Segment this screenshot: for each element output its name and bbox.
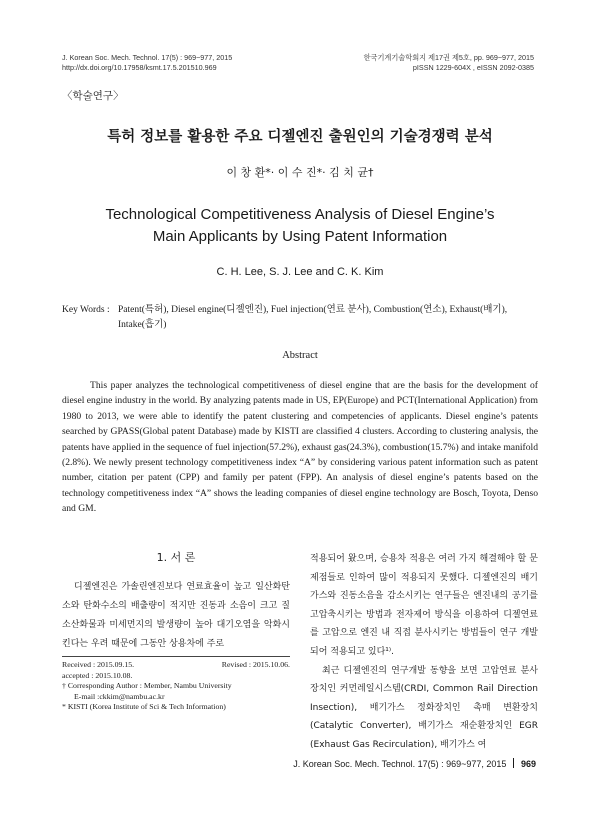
keywords-line1: Patent(특허), Diesel engine(디젤엔진), Fuel injection(연료 분사), Combustion(연소), Exhaust(배기), xyxy=(118,305,508,315)
journal-citation: J. Korean Soc. Mech. Technol. 17(5) : 969~977, 2015 xyxy=(62,53,233,62)
accepted-date: accepted : 2015.10.08. xyxy=(62,670,133,680)
received-date: Received : 2015.09.15. xyxy=(62,660,135,669)
footer-citation: J. Korean Soc. Mech. Technol. 17(5) : 969~977, 2015 xyxy=(293,759,507,769)
right-column-paragraph-2: 최근 디젤엔진의 연구개발 동향을 보면 고압연료 분사장치인 커먼레일시스템(CRDI, Common Rail Direction Insection), 배기가스 정화장치인 촉매 변환장치 (Catalytic Converter), 배기가스 재순환장치인 EGR (Exhaust Gas Recirculation), 배기가스 여 xyxy=(310,665,538,750)
title-en-line2: Main Applicants by Using Patent Information xyxy=(152,228,448,245)
keywords xyxy=(118,303,548,333)
authors-kr: 이 창 환*· 이 수 진*· 김 치 균† xyxy=(226,166,374,179)
kisti-affiliation: * KISTI (Korea Institute of Sci & Tech Information) xyxy=(62,702,226,712)
header-right xyxy=(364,53,534,72)
right-column xyxy=(310,550,538,755)
authors-en: C. H. Lee, S. J. Lee and C. K. Kim xyxy=(216,266,384,278)
left-column-paragraph: 디젤엔진은 가솔린엔진보다 연료효율이 높고 일산화탄소와 탄화수소의 배출량이 적지만 진동과 소음이 크고 질소산화물과 미세먼지의 발생량이 높아 대기오염을 악화시킨다는 우려 때문에 그동안 상용차에 주로 xyxy=(62,582,290,649)
revised-date: Revised : 2015.10.06. xyxy=(221,660,290,669)
section-heading-introduction: 1. 서 론 xyxy=(156,551,196,564)
author-email[interactable]: E-mail :ckkim@nambu.ac.kr xyxy=(74,691,165,701)
title-en xyxy=(0,204,600,248)
doi-link[interactable]: http://dx.doi.org/10.17958/ksmt.17.5.201510.969 xyxy=(62,62,217,72)
title-kr: 특허 정보를 활용한 주요 디젤엔진 출원인의 기술경쟁력 분석 xyxy=(107,129,493,145)
abstract-text: This paper analyzes the technological competitiveness of diesel engine that are the basis for the development of diesel engine industry in the world. By analyzing patents made in US, EP(Europe) and PCT(International Application) from 1980 to 2013, we were able to identify the patent clustering and competencies of applicants. Diesel engine’s patents searched by GPASS(Global patent Database) made by KISTI are classified 4 clusters. According to clustering analysis, the patents have applied in the sequence of fuel injection(57.2%), exhaust gas(24.3%), combustion(15.7%) and intake manifold (2.8%). We newly present technology competitiveness index “A” by considering various patent information such as patent number, citation per patent (CPP) and family per patent (FPP). An analysis of diesel engine’s patents based on the technology competitiveness index “A” shows the leading companies of diesel engine technology are Bosch, Toyota, Denso and GM. xyxy=(62,380,538,515)
footer-separator xyxy=(513,758,515,768)
header-left xyxy=(62,53,232,72)
keywords-line2: Intake(흡기) xyxy=(118,320,167,330)
journal-citation-kr: 한국기계기술학회지 제17권 제5호, pp. 969~977, 2015 xyxy=(363,53,534,62)
footnote-divider xyxy=(62,656,290,657)
footer xyxy=(293,758,536,769)
issn: pISSN 1229-604X , eISSN 2092-0385 xyxy=(412,62,534,72)
dates-row xyxy=(62,660,290,671)
page-number: 969 xyxy=(520,759,536,769)
title-en-line1: Technological Competitiveness Analysis of Diesel Engine’s xyxy=(105,206,495,223)
right-column-paragraph-1: 적용되어 왔으며, 승용차 적용은 여러 가지 해결해야 할 문제점들로 인하여 많이 적용되지 못했다. 디젤엔진의 배기가스와 진동소음을 감소시키는 연구들은 엔진내의 공기를 고압축시키는 방법과 전자제어 방식을 이용하여 디젤연료를 고압으로 엔진 내 직접 분사시키는 방법들이 연구 개발되어 적용되고 있다¹⁾. xyxy=(310,554,538,657)
footnotes xyxy=(62,660,290,713)
corresponding-author: † Corresponding Author : Member, Nambu University xyxy=(62,681,232,691)
abstract-heading: Abstract xyxy=(282,350,318,361)
keywords-label: Key Words : xyxy=(62,305,110,315)
article-category: 〈학술연구〉 xyxy=(62,90,124,102)
